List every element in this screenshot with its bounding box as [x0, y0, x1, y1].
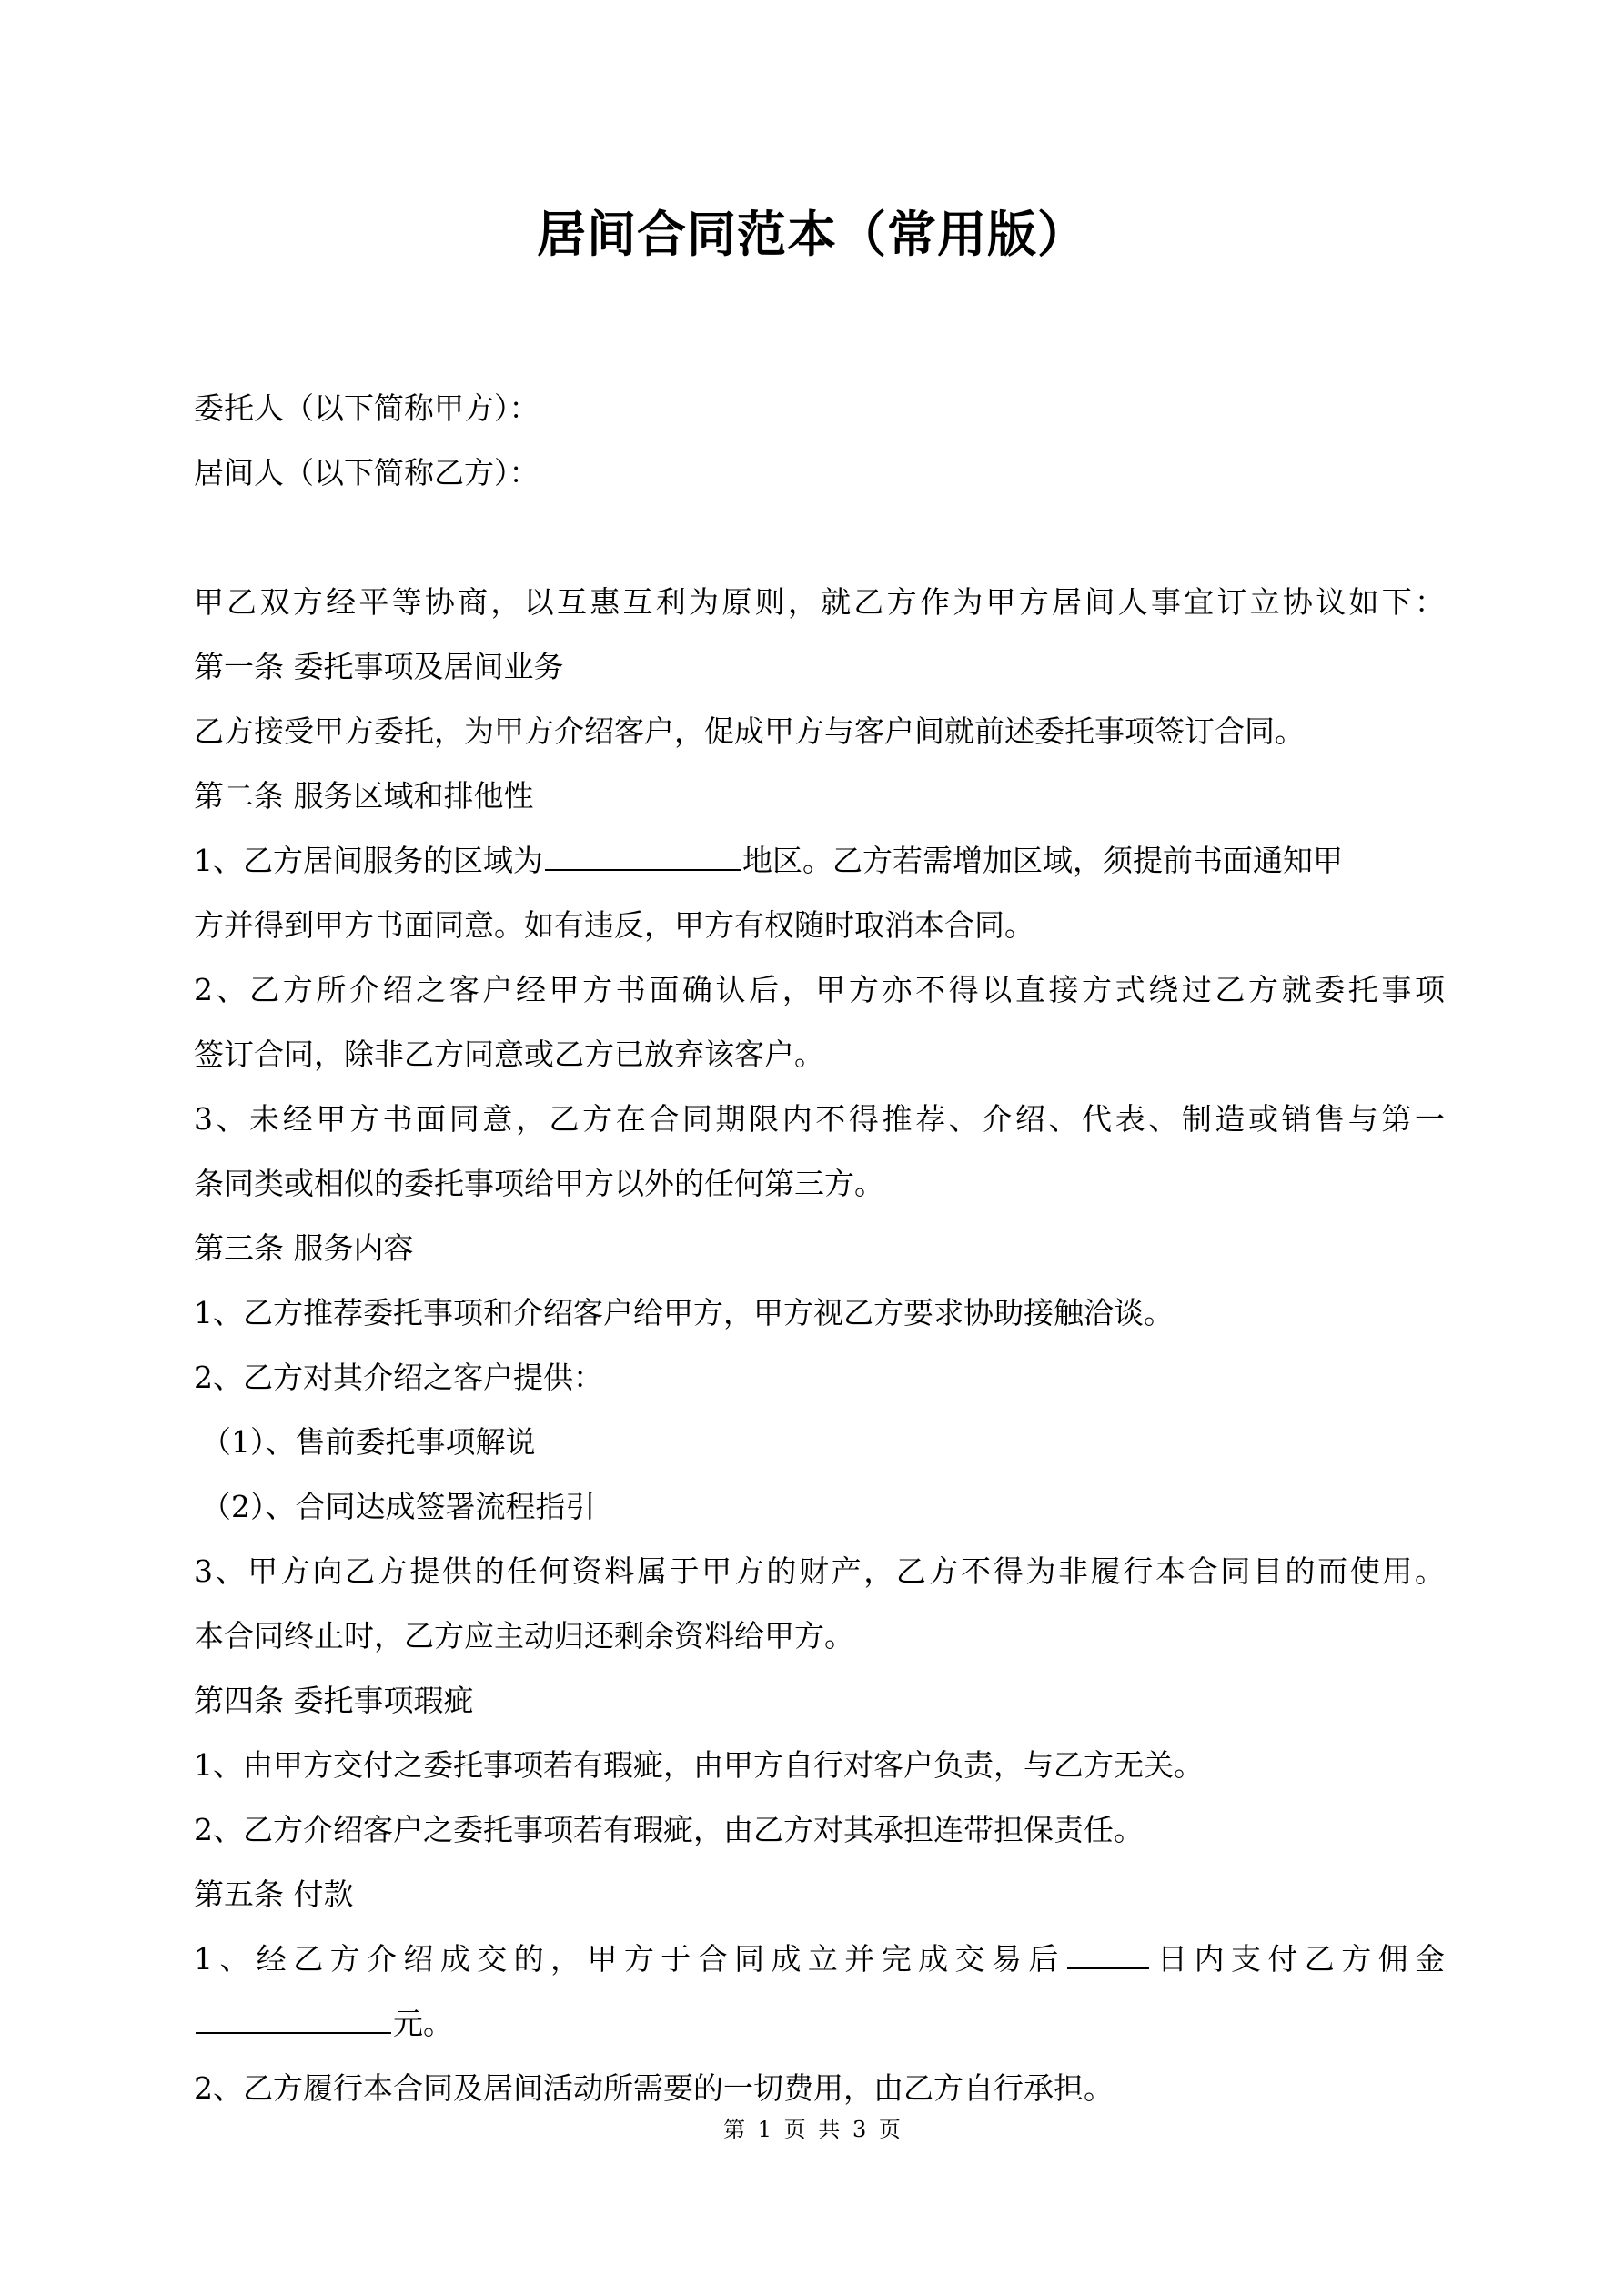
article2-item3-line1: 3、未经甲方书面同意，乙方在合同期限内不得推荐、介绍、代表、制造或销售与第一 [194, 1101, 1445, 1137]
article2-item2-line2: 签订合同，除非乙方同意或乙方已放弃该客户。 [194, 1037, 824, 1072]
blank-line [194, 505, 1445, 570]
article3-item1: 1、乙方推荐委托事项和介绍客户给甲方，甲方视乙方要求协助接触洽谈。 [194, 1295, 1174, 1330]
article5-item1 [194, 1927, 1445, 1991]
article2-item2-line1: 2、乙方所介绍之客户经甲方书面确认后，甲方亦不得以直接方式绕过乙方就委托事项 [194, 972, 1445, 1007]
article3-item2: 2、乙方对其介绍之客户提供： [194, 1360, 603, 1395]
article1-heading: 第一条 委托事项及居间业务 [194, 649, 564, 684]
article2-item1-post: 地区。乙方若需增加区域，须提前书面通知甲 [742, 843, 1343, 878]
article3-item3-line1: 3、甲方向乙方提供的任何资料属于甲方的财产，乙方不得为非履行本合同目的而使用。 [194, 1553, 1445, 1589]
article5-item1-cont [194, 1991, 1445, 2056]
article4-item1: 1、由甲方交付之委托事项若有瑕疵，由甲方自行对客户负责，与乙方无关。 [194, 1747, 1204, 1783]
article2-item1-pre: 1、乙方居间服务的区域为 [194, 843, 543, 878]
article5-item1-pre: 1、经乙方介绍成交的，甲方于合同成立并完成交易后 [194, 1941, 1065, 1977]
page-number-footer: 第 1 页 共 3 页 [723, 2117, 901, 2142]
intro-paragraph: 甲乙双方经平等协商，以互惠互利为原则，就乙方作为甲方居间人事宜订立协议如下： [194, 584, 1445, 620]
article1-text: 乙方接受甲方委托，为甲方介绍客户，促成甲方与客户间就前述委托事项签订合同。 [194, 713, 1305, 749]
article3-item3-line2: 本合同终止时，乙方应主动归还剩余资料给甲方。 [194, 1618, 854, 1654]
article5-item1-mid: 日内支付乙方佣金 [1150, 1941, 1445, 1977]
article2-item1-cont: 方并得到甲方书面同意。如有违反，甲方有权随时取消本合同。 [194, 907, 1034, 943]
days-blank [1067, 1933, 1149, 1969]
region-blank [545, 834, 741, 871]
article4-heading: 第四条 委托事项瑕疵 [194, 1683, 474, 1718]
contract-body [194, 376, 1445, 2120]
article2-item3-line2: 条同类或相似的委托事项给甲方以外的任何第三方。 [194, 1166, 884, 1201]
party-broker-line: 居间人（以下简称乙方）： [194, 455, 540, 491]
commission-blank [196, 1998, 391, 2034]
article3-heading: 第三条 服务内容 [194, 1230, 414, 1266]
article2-heading: 第二条 服务区域和排他性 [194, 778, 534, 814]
article4-item2: 2、乙方介绍客户之委托事项若有瑕疵，由乙方对其承担连带担保责任。 [194, 1812, 1144, 1847]
article2-item1 [194, 828, 1445, 893]
article3-item2-sub1: （1）、售前委托事项解说 [201, 1424, 536, 1460]
article5-item2: 2、乙方履行本合同及居间活动所需要的一切费用，由乙方自行承担。 [194, 2070, 1114, 2106]
article3-item2-sub2: （2）、合同达成签署流程指引 [201, 1489, 596, 1524]
party-client-line: 委托人（以下简称甲方）： [194, 390, 540, 426]
document-title: 居间合同范本（常用版） [537, 206, 1087, 263]
article5-item1-post: 元。 [393, 2006, 453, 2041]
article5-heading: 第五条 付款 [194, 1876, 354, 1912]
